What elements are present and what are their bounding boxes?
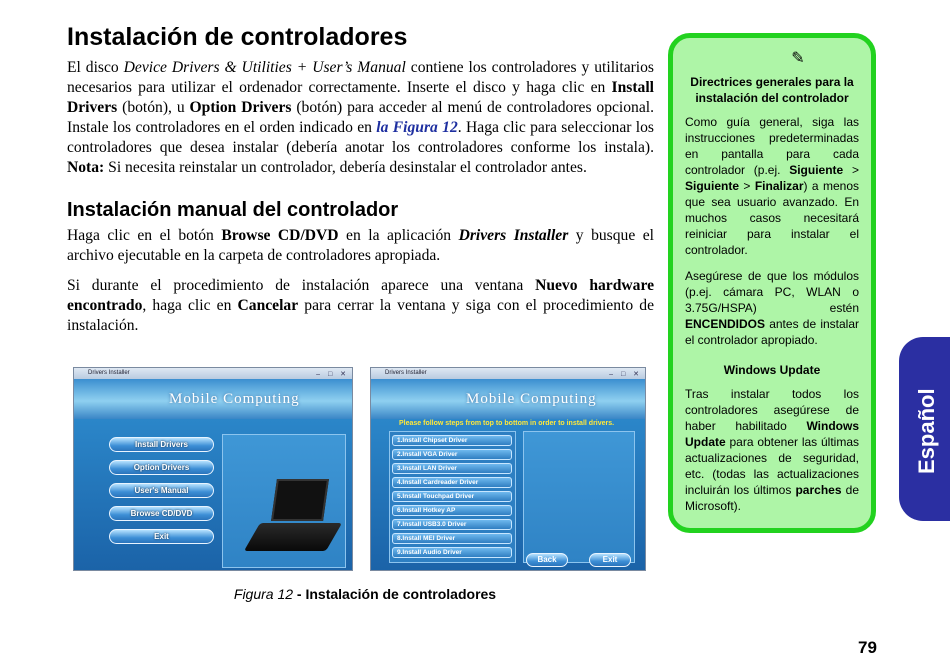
- text: Si durante el procedimiento de instalación aparece una ventana: [67, 277, 536, 294]
- note-paragraph-2: [685, 268, 859, 348]
- back-button[interactable]: Back: [526, 553, 568, 567]
- text: en la aplicación: [338, 227, 459, 244]
- figure-12-link[interactable]: la Figura 12: [376, 119, 458, 136]
- text: antes de instalar el controlador apropiado.: [685, 317, 859, 347]
- text: Tras instalar todos los controladores asegúrese de haber habilitado: [685, 387, 859, 433]
- term: Windows Update: [685, 419, 859, 449]
- cancel-term: Cancelar: [237, 297, 299, 314]
- term: parches: [795, 483, 842, 497]
- window-controls: – □ ✕: [609, 371, 642, 378]
- install-instructions: Please follow steps from top to bottom in order to install drivers.: [399, 420, 615, 427]
- note-paragraph-3: [685, 386, 859, 514]
- text: . Haga clic para seleccionar los controladores que desea instalar (debería anotar los controladores conforme los instala).: [67, 119, 654, 156]
- driver-item-chipset[interactable]: 1.Install Chipset Driver: [392, 435, 512, 446]
- text: para obtener las últimas actualizaciones de seguridad, etc. (todas las actualizaciones incluirán los últimos: [685, 435, 859, 497]
- term: Siguiente: [685, 179, 740, 193]
- drivers-installer-list-screenshot: [370, 367, 646, 571]
- main-column: [67, 22, 654, 346]
- page-number: 79: [858, 638, 877, 657]
- intro-paragraph: [67, 58, 654, 178]
- window-titlebar: [74, 368, 352, 379]
- driver-item-touchpad[interactable]: 5.Install Touchpad Driver: [392, 491, 512, 502]
- text: Asegúrese de que los módulos (p.ej. cámara PC, WLAN o 3.75G/HSPA) estén: [685, 269, 859, 315]
- caption-number: Figura 12: [233, 586, 294, 602]
- installer-body: [371, 419, 645, 570]
- driver-item-lan[interactable]: 3.Install LAN Driver: [392, 463, 512, 474]
- term: Finalizar: [754, 179, 804, 193]
- note-paragraph-1: [685, 114, 859, 258]
- note-box: [668, 33, 876, 533]
- option-drivers-term: Option Drivers: [189, 99, 292, 116]
- browse-cd-dvd-button[interactable]: Browse CD/DVD: [109, 506, 214, 521]
- window-title: Drivers Installer: [88, 370, 130, 376]
- text: Haga clic en el botón: [67, 227, 222, 244]
- users-manual-button[interactable]: User's Manual: [109, 483, 214, 498]
- text: El disco: [67, 59, 124, 76]
- text: >: [739, 179, 755, 193]
- text: , haga clic en: [142, 297, 238, 314]
- note-heading-guidelines: Directrices generales para la instalación del controlador: [690, 75, 854, 105]
- laptop-icon: [271, 479, 329, 521]
- driver-list: [389, 431, 516, 563]
- text: ) a menos que sea usuario avanzado. En muchos casos necesitará reiniciar para instalar el controlador.: [685, 179, 859, 257]
- install-drivers-button[interactable]: Install Drivers: [109, 437, 214, 452]
- text: (botón), u: [117, 99, 190, 116]
- window-controls: – □ ✕: [316, 371, 349, 378]
- pencil-icon: ✎: [791, 50, 805, 67]
- driver-item-hotkey[interactable]: 6.Install Hotkey AP: [392, 505, 512, 516]
- banner: [74, 379, 352, 419]
- driver-item-mei[interactable]: 8.Install MEI Driver: [392, 533, 512, 544]
- window-titlebar: [371, 368, 645, 379]
- banner-text: Mobile Computing: [169, 391, 300, 407]
- driver-item-usb3[interactable]: 7.Install USB3.0 Driver: [392, 519, 512, 530]
- text: contiene los controladores y utilitarios necesarios para utilizar el ordenador correctamente. Inserte el disco y haga clic en: [67, 59, 655, 96]
- drivers-installer-main-screenshot: [73, 367, 353, 571]
- app-name: Drivers Installer: [458, 227, 569, 244]
- install-drivers-term: Install Drivers: [67, 79, 654, 116]
- language-tab-label: Español: [914, 388, 939, 474]
- disc-name: Device Drivers & Utilities + User’s Manual: [123, 59, 406, 76]
- text: (botón) para acceder al menú de controladores opcional. Instale los controladores en el orden indicado en: [67, 99, 654, 136]
- figure-caption: [0, 586, 730, 602]
- section-heading: Instalación manual del controlador: [67, 199, 399, 221]
- new-hardware-term: Nuevo hardware encontrado: [67, 277, 654, 314]
- text: y busque el archivo ejecutable en la carpeta de controladores apropiada.: [67, 227, 654, 264]
- text: Si necesita reinstalar un controlador, debería desinstalar el controlador antes.: [104, 159, 587, 176]
- banner-text: Mobile Computing: [466, 391, 597, 407]
- window-title: Drivers Installer: [385, 370, 427, 376]
- new-hardware-paragraph: [67, 276, 654, 336]
- installer-body: [74, 419, 352, 570]
- manual-paragraph: [67, 226, 654, 266]
- banner: [371, 379, 645, 419]
- text: >: [843, 163, 859, 177]
- term: ENCENDIDOS: [685, 317, 766, 331]
- term: Siguiente: [789, 163, 844, 177]
- exit-button[interactable]: Exit: [109, 529, 214, 544]
- text: de Microsoft).: [685, 483, 859, 513]
- note-label: Nota:: [67, 159, 105, 176]
- page-title: Instalación de controladores: [67, 23, 408, 51]
- note-heading-windows-update: Windows Update: [723, 363, 821, 377]
- preview-panel: [523, 431, 635, 563]
- caption-title: - Instalación de controladores: [293, 586, 497, 602]
- exit-button[interactable]: Exit: [589, 553, 631, 567]
- driver-item-vga[interactable]: 2.Install VGA Driver: [392, 449, 512, 460]
- text: Como guía general, siga las instrucciones predeterminadas en pantalla para cada controlador (p.ej.: [685, 115, 859, 177]
- driver-item-audio[interactable]: 9.Install Audio Driver: [392, 547, 512, 558]
- driver-item-cardreader[interactable]: 4.Install Cardreader Driver: [392, 477, 512, 488]
- text: para cerrar la ventana y siga con el procedimiento de instalación.: [67, 297, 655, 334]
- option-drivers-button[interactable]: Option Drivers: [109, 460, 214, 475]
- browse-term: Browse CD/DVD: [221, 227, 339, 244]
- laptop-base-icon: [244, 523, 342, 551]
